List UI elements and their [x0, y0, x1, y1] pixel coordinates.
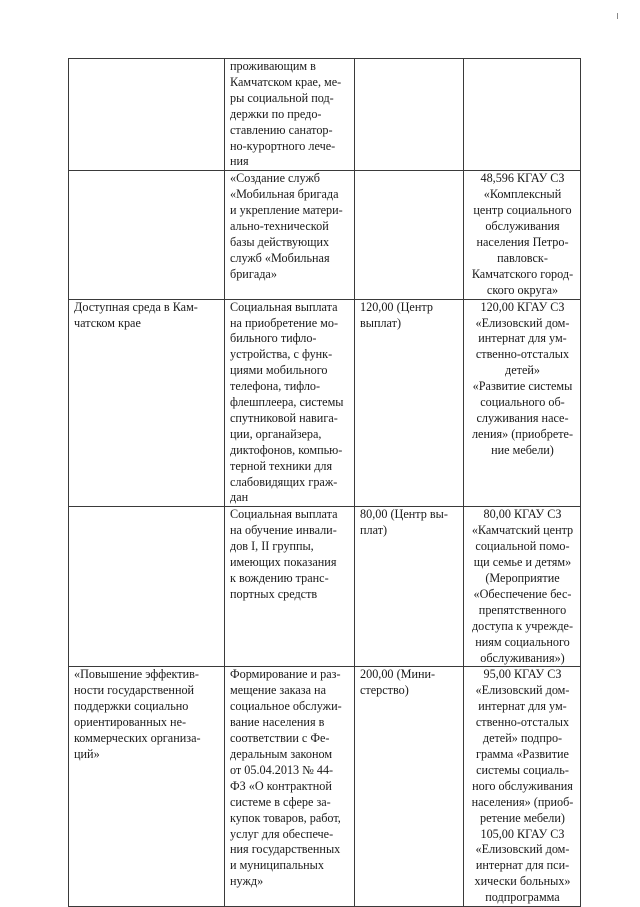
- table-row: [69, 299, 581, 507]
- table-row: [69, 171, 581, 299]
- amount-cell: 80,00 (Центр вы- плат): [355, 507, 464, 667]
- measure-cell: Социальная выплата на обучение инвали- дов I, II группы, имеющих показания к вождению транс- портных средств: [225, 507, 355, 667]
- table-row: [69, 667, 581, 907]
- measure-cell: проживающим в Камчатском крае, ме- ры социальной под- держки по предо- ставлению санатор- но-курортного лече- ния: [225, 59, 355, 171]
- program-measures-table: [68, 58, 581, 907]
- page-corner-mark: [617, 13, 618, 19]
- program-cell: [69, 59, 225, 171]
- measure-cell: Формирование и раз- мещение заказа на социальное обслужи- вание населения в соответствии с Фе- деральным законом от 05.04.2013 № 44- ФЗ «О контрактной системе в сфере за- купок товаров, работ, услуг для обеспече- ния государственных и муниципальных нужд»: [225, 667, 355, 907]
- recipient-cell: [464, 59, 581, 171]
- amount-cell: 200,00 (Мини- стерство): [355, 667, 464, 907]
- measure-cell: «Создание служб «Мобильная бригада и укрепление матери- ально-технической базы действующих служб «Мобильная бригада»: [225, 171, 355, 299]
- program-cell: Доступная среда в Кам- чатском крае: [69, 299, 225, 507]
- program-cell: «Повышение эффектив- ности государственной поддержки социально ориентированных не- коммерческих организа- ций»: [69, 667, 225, 907]
- recipient-cell: 95,00 КГАУ СЗ «Елизовский дом- интернат для ум- ственно-отсталых детей» подпро- грамма «Развитие системы социаль- ного обслуживания населения» (приоб- ретение мебели) 105,00 КГАУ СЗ «Елизовский дом- интернат для пси- хически больных» подпрограмма: [464, 667, 581, 907]
- table-row: [69, 507, 581, 667]
- amount-cell: [355, 171, 464, 299]
- program-cell: [69, 507, 225, 667]
- recipient-cell: 48,596 КГАУ СЗ «Комплексный центр социального обслуживания населения Петро- павловск- Камчатского город- ского округа»: [464, 171, 581, 299]
- amount-cell: [355, 59, 464, 171]
- amount-cell: 120,00 (Центр выплат): [355, 299, 464, 507]
- table-row: [69, 59, 581, 171]
- recipient-cell: 80,00 КГАУ СЗ «Камчатский центр социальной помо- щи семье и детям» (Мероприятие «Обеспечение бес- препятственного доступа к учрежде- ниям социального обслуживания»): [464, 507, 581, 667]
- recipient-cell: 120,00 КГАУ СЗ «Елизовский дом- интернат для ум- ственно-отсталых детей» «Развитие системы социального об- служивания насе- ления» (приобрете- ние мебели): [464, 299, 581, 507]
- measure-cell: Социальная выплата на приобретение мо- бильного тифло- устройства, с функ- циями мобильного телефона, тифло- флешплеера, системы спутниковой навига- ции, органайзера, диктофонов, компью- терной техники для слабовидящих граж- дан: [225, 299, 355, 507]
- program-cell: [69, 171, 225, 299]
